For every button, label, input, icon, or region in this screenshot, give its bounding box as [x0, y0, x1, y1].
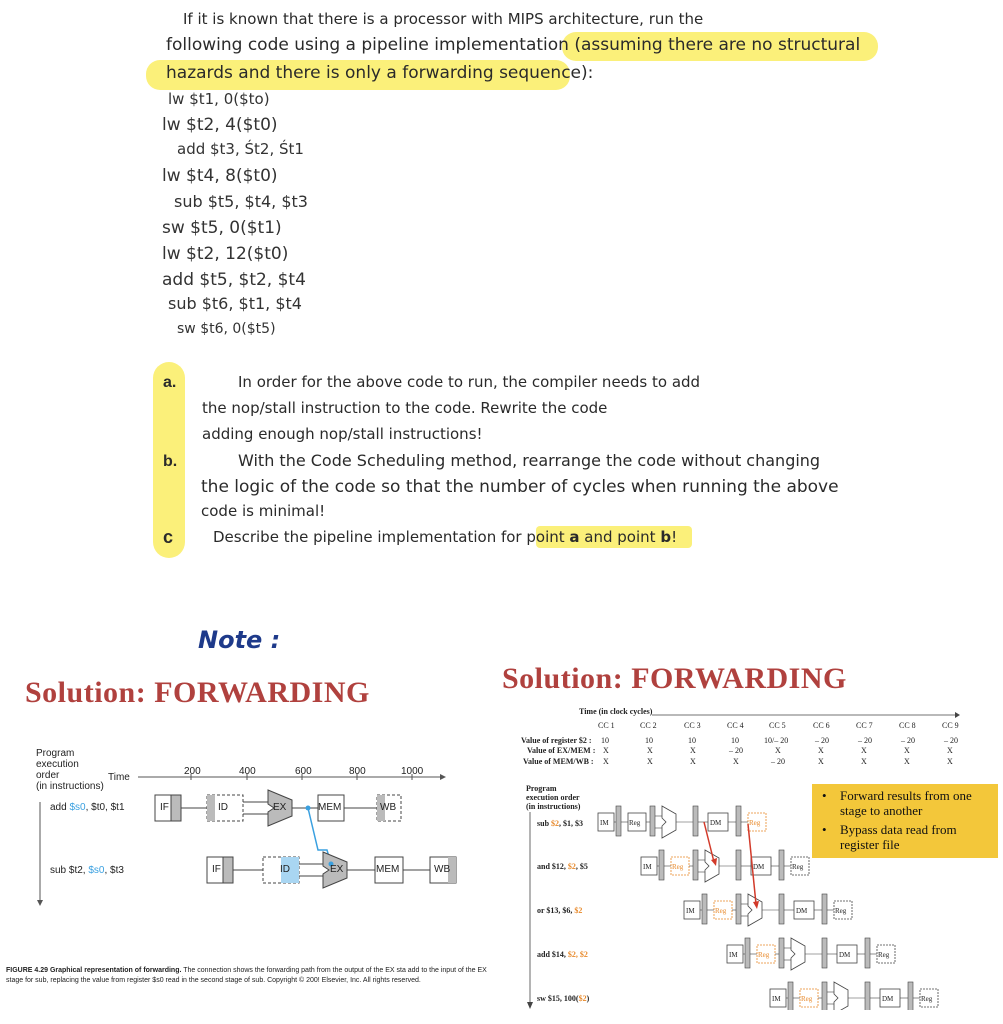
- right-instr-add-reg: $2, $2: [567, 950, 588, 959]
- item-a-line-1: In order for the above code to run, the compiler needs to add: [238, 373, 701, 391]
- code-line-8: add $t5, $t2, $t4: [162, 270, 306, 290]
- callout-bullet-1: • Forward results from one stage to another: [822, 788, 972, 818]
- cc3-header: CC 3: [684, 721, 701, 730]
- row2-ex-label: EX: [330, 864, 344, 875]
- memwb-cc5: – 20: [771, 757, 785, 766]
- reg2-cc1: 10: [601, 736, 609, 745]
- memwb-cc7: X: [861, 757, 867, 766]
- exmem-cc5: X: [775, 746, 781, 755]
- left-instr-add-pre: add: [50, 802, 70, 813]
- pipe-row2-latch-3: [736, 850, 741, 880]
- left-instr-sub-post: , $t3: [104, 865, 124, 876]
- pipe-row4-latch-1: [745, 938, 750, 968]
- pipe-row3-reg-label: Reg: [715, 907, 727, 915]
- right-order-header-1: Program: [526, 784, 557, 793]
- right-instr-or-pre: or $13, $6,: [537, 906, 575, 915]
- left-tick-200: 200: [184, 766, 201, 777]
- pipe-row4-dm-label: DM: [839, 951, 851, 959]
- left-time-arrow: [440, 774, 446, 780]
- callout-bullet-2-text: Bypass data read from register file: [840, 822, 957, 852]
- reg2-cc9: – 20: [944, 736, 958, 745]
- row1-wb-label: WB: [380, 802, 397, 813]
- memwb-cc2: X: [647, 757, 653, 766]
- pipe-row5-latch-3: [865, 982, 870, 1010]
- row1-mem-label: MEM: [318, 802, 342, 813]
- row1-if-label: IF: [160, 802, 169, 813]
- callout-bullet-1-text: Forward results from one stage to another: [840, 788, 972, 818]
- pipe-row4-im-label: IM: [729, 951, 738, 959]
- pipe-row5-reg-label: Reg: [801, 995, 813, 1003]
- pipe-row5-latch-1: [788, 982, 793, 1010]
- pipe-row3-wb-reg-label: Reg: [835, 907, 847, 915]
- pipe-row1-dm-label: DM: [710, 819, 722, 827]
- pipe-row2-im-label: IM: [643, 863, 652, 871]
- cc6-header: CC 6: [813, 721, 830, 730]
- pipe-row2-latch-1: [659, 850, 664, 880]
- right-instr-or: [537, 906, 582, 915]
- item-b-line-2: the logic of the code so that the number of cycles when running the above: [201, 477, 839, 497]
- right-instr-sub-post: , $1, $3: [559, 819, 584, 828]
- cc2-header: CC 2: [640, 721, 657, 730]
- pipe-row2-reg-label: Reg: [672, 863, 684, 871]
- pipe-row5-latch-4: [908, 982, 913, 1010]
- exmem-cc4: – 20: [729, 746, 743, 755]
- row-label-exmem: Value of EX/MEM :: [527, 746, 596, 755]
- memwb-cc6: X: [818, 757, 824, 766]
- right-order-header-3: (in instructions): [526, 802, 581, 811]
- reg2-cc6: – 20: [815, 736, 829, 745]
- pipe-row1-wb-reg-label: Reg: [749, 819, 761, 827]
- left-axis-header-2: execution: [36, 759, 79, 770]
- memwb-cc1: X: [603, 757, 609, 766]
- code-line-5: sub $t5, $t4, $t3: [174, 192, 308, 211]
- cc4-header: CC 4: [727, 721, 744, 730]
- pipe-row4-alu: [791, 938, 805, 970]
- pipe-row5-latch-2: [822, 982, 827, 1010]
- left-instr-add-reg: $s0: [69, 802, 86, 813]
- item-b-line-3: code is minimal!: [201, 502, 326, 520]
- right-instr-and-pre: and $12,: [537, 862, 568, 871]
- pipe-row2-wb-reg-label: Reg: [792, 863, 804, 871]
- item-c-marker: c: [163, 527, 174, 547]
- right-instr-sw: [537, 994, 589, 1003]
- pipe-row1-latch-2: [650, 806, 655, 836]
- right-order-header-2: execution order: [526, 793, 580, 802]
- pipe-row1-alu: [662, 806, 676, 838]
- reg2-cc8: – 20: [901, 736, 915, 745]
- item-a-marker: a.: [163, 374, 177, 391]
- note-label: Note :: [198, 626, 281, 654]
- exmem-cc8: X: [904, 746, 910, 755]
- item-a-line-3: adding enough nop/stall instructions!: [202, 425, 483, 443]
- exmem-cc9: X: [947, 746, 953, 755]
- pipe-row3-dm-label: DM: [796, 907, 808, 915]
- pipe-row3-latch-4: [822, 894, 827, 924]
- item-c-point-a-label: point: [526, 528, 570, 546]
- pipe-row1-im-label: IM: [600, 819, 609, 827]
- right-instr-sub: [537, 819, 583, 828]
- row-label-memwb: Value of MEM/WB :: [523, 757, 594, 766]
- right-instr-or-reg: $2: [574, 906, 583, 915]
- pipe-row5-alu: [834, 982, 848, 1010]
- pipe-row5-dm-label: DM: [882, 995, 894, 1003]
- left-tick-600: 600: [295, 766, 312, 777]
- forwarding-callout: [812, 784, 998, 858]
- code-line-2: lw $t2, 4($t0): [162, 115, 278, 135]
- memwb-cc9: X: [947, 757, 953, 766]
- left-axis-header-1: Program: [36, 748, 75, 759]
- callout-bullet-2: • Bypass data read from register file: [822, 822, 957, 852]
- cc7-header: CC 7: [856, 721, 873, 730]
- right-instr-add-pre: add $14,: [537, 950, 568, 959]
- exmem-cc2: X: [647, 746, 653, 755]
- pipe-row1-reg-label: Reg: [629, 819, 641, 827]
- item-b-marker: b.: [163, 453, 178, 470]
- question-line-1: If it is known that there is a processor with MIPS architecture, run the: [183, 10, 704, 28]
- exmem-cc6: X: [818, 746, 824, 755]
- pipe-row3-latch-2: [736, 894, 741, 924]
- pipe-row4-latch-2: [779, 938, 784, 968]
- left-figure-caption-body: The connection shows the forwarding path from the output of the EX sta add to the input of the EX stage for sub, replacing the value from register $s0 read in the second stage of sub. Copyright © 200! Elsevier, Inc. All rights reserved.: [6, 967, 487, 984]
- left-instr-add-post: , $t0, $t1: [85, 802, 125, 813]
- reg2-cc7: – 20: [858, 736, 872, 745]
- pipe-row4-reg-label: Reg: [758, 951, 770, 959]
- left-order-arrow: [37, 900, 43, 906]
- exmem-cc3: X: [690, 746, 696, 755]
- row1-id-shade: [207, 795, 215, 821]
- item-c-post: !: [671, 528, 678, 546]
- pipe-row5-im-label: IM: [772, 995, 781, 1003]
- item-c-point-a: a: [569, 528, 580, 546]
- row2-wb-label: WB: [434, 864, 451, 875]
- pipe-row2-dm-label: DM: [753, 863, 765, 871]
- pipe-row4-latch-3: [822, 938, 827, 968]
- right-instr-sub-reg: $2: [551, 819, 560, 828]
- right-time-axis: [580, 711, 960, 719]
- left-time-label: Time: [108, 772, 130, 783]
- pipe-row3-latch-1: [702, 894, 707, 924]
- item-c-line: [213, 528, 677, 546]
- right-instr-add: [537, 950, 588, 959]
- right-time-header: Time (in clock cycles): [579, 707, 653, 716]
- row2-if-shade: [223, 857, 233, 883]
- cc9-header: CC 9: [942, 721, 959, 730]
- pipe-row1-latch-3: [693, 806, 698, 836]
- right-instr-and-reg: $2: [567, 862, 576, 871]
- left-tick-800: 800: [349, 766, 366, 777]
- code-line-10: sw $t6, 0($t5): [177, 321, 276, 337]
- row1-if-shade: [171, 795, 181, 821]
- pipe-row4-wb-reg-label: Reg: [878, 951, 890, 959]
- row2-id-label: ID: [280, 864, 290, 875]
- pipe-row4-latch-4: [865, 938, 870, 968]
- reg2-cc2: 10: [645, 736, 653, 745]
- exmem-cc1: X: [603, 746, 609, 755]
- reg2-cc4: 10: [731, 736, 739, 745]
- pipe-row1-latch-4: [736, 806, 741, 836]
- right-instr-and: [537, 862, 588, 871]
- left-pipeline-diagram: [0, 760, 470, 930]
- left-instr-sub-pre: sub $t2,: [50, 865, 89, 876]
- left-axis-header-3: order: [36, 770, 60, 781]
- item-b-line-1: With the Code Scheduling method, rearrange the code without changing: [238, 451, 821, 470]
- item-c-point-b: b: [660, 528, 672, 546]
- left-instr-sub-reg: $s0: [88, 865, 105, 876]
- question-line-3: hazards and there is only a forwarding sequence):: [166, 63, 594, 83]
- row2-if-label: IF: [212, 864, 221, 875]
- left-figure-caption-title: FIGURE 4.29 Graphical representation of forwarding.: [6, 967, 182, 974]
- cc8-header: CC 8: [899, 721, 916, 730]
- right-order-header: [526, 784, 580, 811]
- right-solution-title: Solution: FORWARDING: [502, 662, 847, 695]
- cc5-header: CC 5: [769, 721, 786, 730]
- item-c-pre: Describe the pipeline implementation for: [213, 528, 527, 546]
- left-figure-caption: [6, 966, 496, 986]
- memwb-cc3: X: [690, 757, 696, 766]
- pipe-row3-im-label: IM: [686, 907, 695, 915]
- cc1-header: CC 1: [598, 721, 615, 730]
- code-line-3: add $t3, Śt2, Śt1: [177, 140, 304, 158]
- pipe-row5-wb-reg-label: Reg: [921, 995, 933, 1003]
- code-line-9: sub $t6, $t1, $t4: [168, 294, 302, 313]
- reg2-cc5: 10/– 20: [764, 736, 789, 745]
- pipe-row3-latch-3: [779, 894, 784, 924]
- pipe-row2-latch-2: [693, 850, 698, 880]
- exmem-cc7: X: [861, 746, 867, 755]
- row2-mem-label: MEM: [376, 864, 400, 875]
- item-a-line-2: the nop/stall instruction to the code. Rewrite the code: [202, 399, 608, 417]
- question-line-2-a: following code using a pipeline implementation: [166, 35, 575, 55]
- code-line-4: lw $t4, 8($t0): [162, 166, 278, 186]
- right-instr-sw-pre: sw $15, 100(: [537, 994, 579, 1003]
- row1-ex-label: EX: [273, 802, 287, 813]
- code-line-7: lw $t2, 12($t0): [162, 244, 289, 264]
- left-axis-header-4: (in instructions): [36, 781, 104, 792]
- left-tick-400: 400: [239, 766, 256, 777]
- code-line-6: sw $t5, 0($t1): [162, 218, 282, 238]
- question-line-2-b: (assuming there are no structural: [574, 35, 861, 55]
- left-tick-1000: 1000: [401, 766, 424, 777]
- pipe-row2-latch-4: [779, 850, 784, 880]
- item-c-mid: and point: [579, 528, 661, 546]
- right-instr-and-post: , $5: [575, 862, 588, 871]
- right-instr-sub-pre: sub: [537, 819, 552, 828]
- question-line-2: [166, 35, 860, 55]
- code-line-1: lw $t1, 0($to): [168, 90, 270, 108]
- row1-id-label: ID: [218, 802, 228, 813]
- row-label-reg2: Value of register $2 :: [521, 736, 592, 745]
- reg2-cc3: 10: [688, 736, 696, 745]
- right-instr-sw-post: ): [586, 994, 590, 1003]
- left-solution-title: Solution: FORWARDING: [25, 676, 370, 709]
- right-instr-sw-reg: $2: [578, 994, 587, 1003]
- memwb-cc4: X: [733, 757, 739, 766]
- memwb-cc8: X: [904, 757, 910, 766]
- right-order-axis: [526, 812, 534, 1012]
- pipe-row1-latch-1: [616, 806, 621, 836]
